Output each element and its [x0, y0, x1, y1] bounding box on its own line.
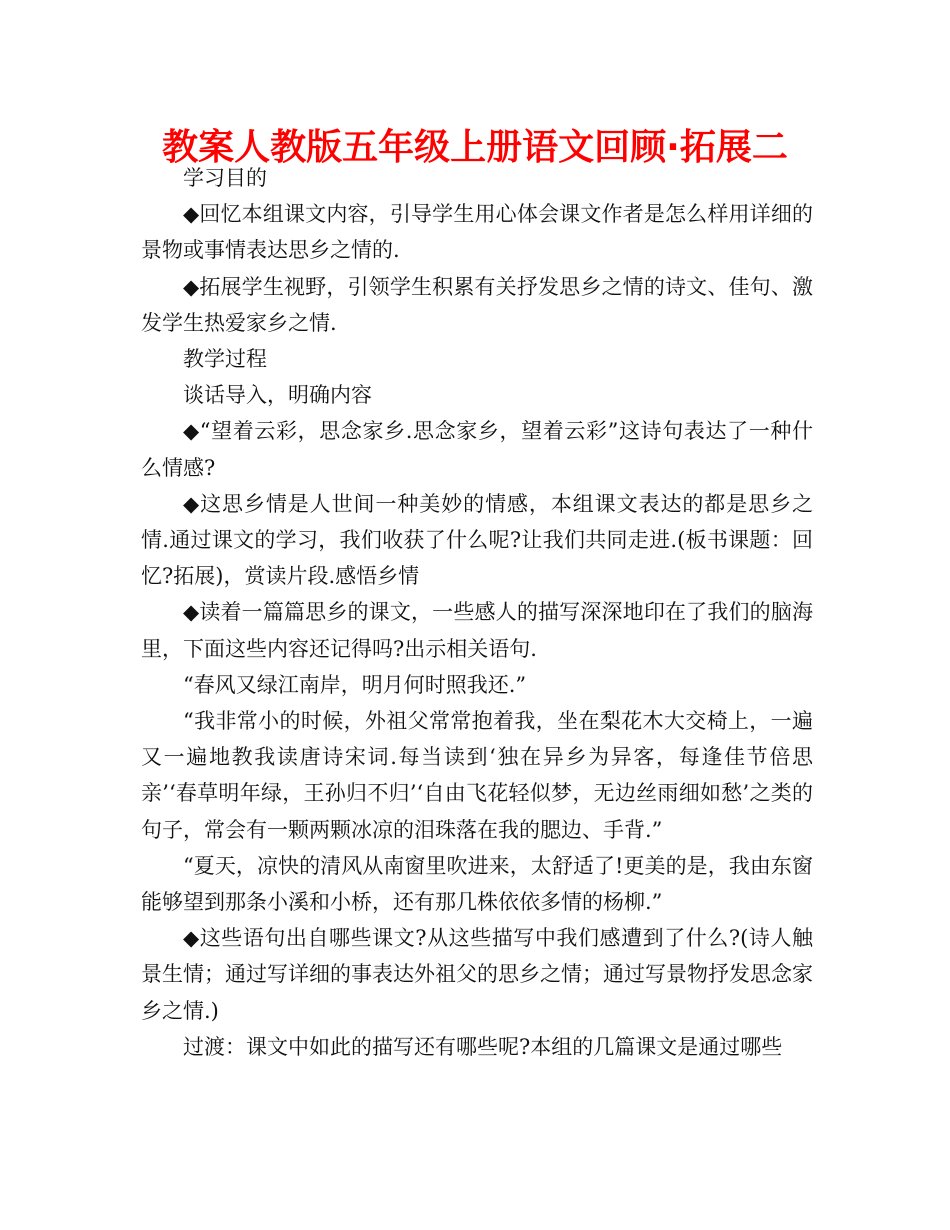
document-body	[141, 160, 813, 1065]
paragraph-teaching-process-heading: 教学过程	[183, 347, 267, 372]
paragraph-poem-question: ◆“望着云彩，思念家乡.思念家乡，望着云彩”这诗句表达了一种什么情感?	[141, 419, 813, 480]
paragraph-source-question: ◆这些语句出自哪些课文?从这些描写中我们感遭到了什么?(诗人触景生情；通过写详细的事表达外祖父的思乡之情；通过写景物抒发思念家乡之情.)	[141, 926, 813, 1023]
paragraph-intro-heading: 谈话导入，明确内容	[183, 383, 372, 408]
paragraph-homesick-intro: ◆这思乡情是人世间一种美妙的情感，本组课文表达的都是思乡之情.通过课文的学习，我们收获了什么呢?让我们共同走进.(板书课题：回忆?拓展)，赏读片段.感悟乡情	[141, 491, 813, 589]
paragraph-transition: 过渡：课文中如此的描写还有哪些呢?本组的几篇课文是通过哪些	[183, 1034, 783, 1059]
paragraph-quote-grandfather: “我非常小的时候，外祖父常常抱着我，坐在梨花木大交椅上，一遍又一遍地教我读唐诗宋词.每当读到‘独在异乡为异客，每逢佳节倍思亲’‘春草明年绿，王孙归不归’‘自由飞花轻似梦，无边丝雨细如愁’之类的句子，常会有一颗两颗冰凉的泪珠落在我的腮边、手背.”	[141, 709, 813, 842]
paragraph-recall-prompt: ◆读着一篇篇思乡的课文，一些感人的描写深深地印在了我们的脑海里，下面这些内容还记得吗?出示相关语句.	[141, 600, 813, 661]
paragraph-quote-spring-wind: “春风又绿江南岸，明月何时照我还.”	[183, 672, 527, 697]
paragraph-learning-goals-heading: 学习目的	[183, 166, 267, 190]
document-title: 教案人教版五年级上册语文回顾·拓展二	[162, 127, 788, 168]
paragraph-quote-summer: “夏天，凉快的清风从南窗里吹进来，太舒适了!更美的是，我由东窗能够望到那条小溪和小桥，还有那几株依依多情的杨柳.”	[141, 853, 813, 915]
paragraph-goal-2: ◆拓展学生视野，引领学生积累有关抒发思乡之情的诗文、佳句、激发学生热爱家乡之情.	[141, 274, 813, 335]
paragraph-goal-1: ◆回忆本组课文内容，引导学生用心体会课文作者是怎么样用详细的景物或事情表达思乡之情的.	[141, 202, 813, 263]
